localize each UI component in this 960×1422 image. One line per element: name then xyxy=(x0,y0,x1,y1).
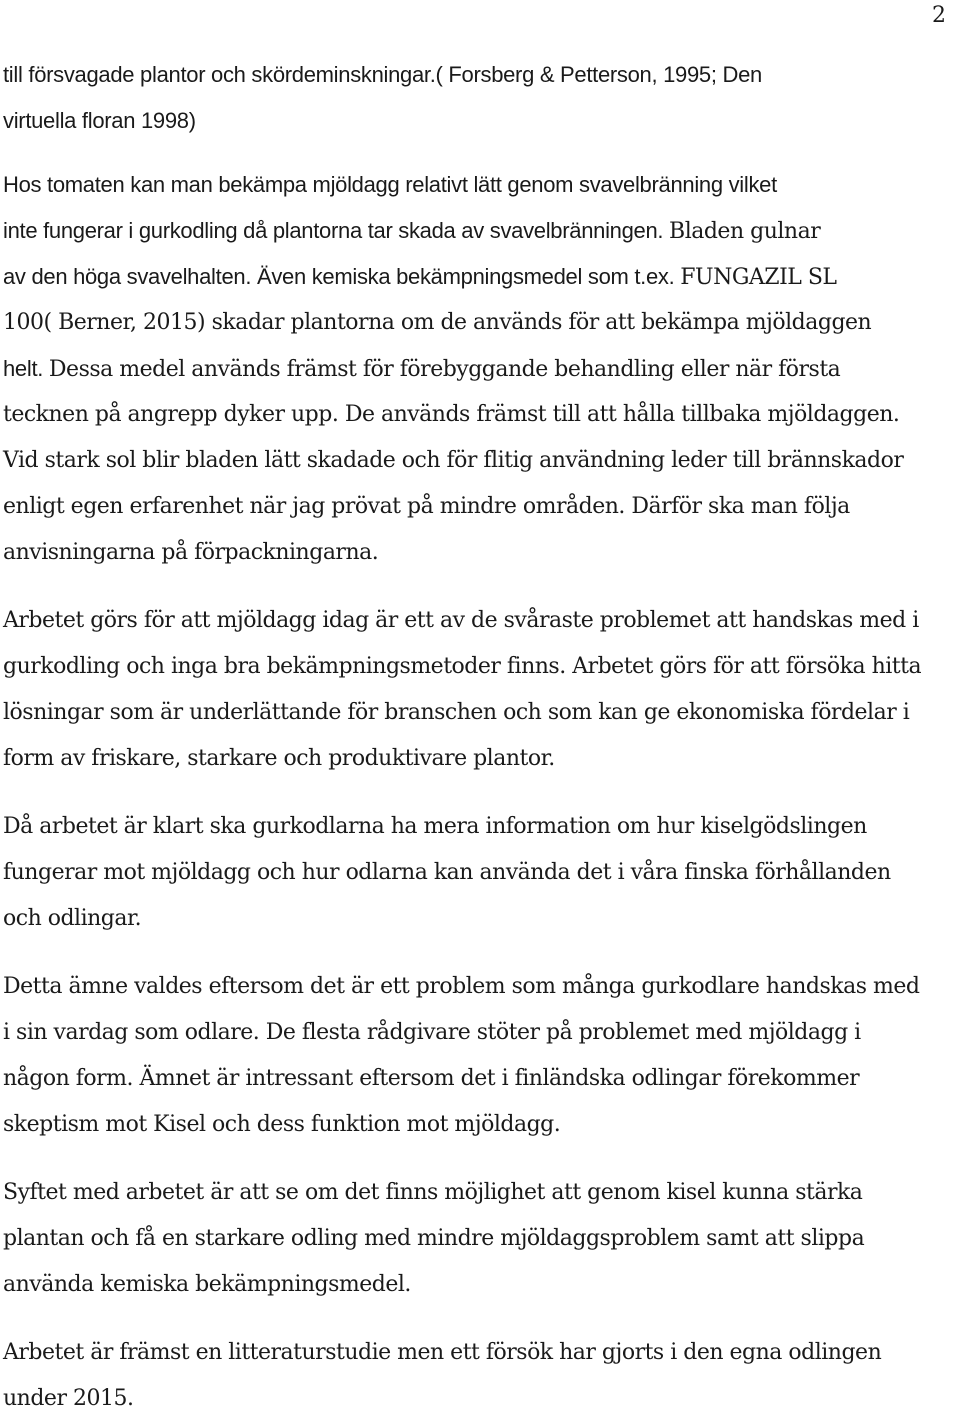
text-line xyxy=(3,346,955,392)
text-line xyxy=(3,530,955,576)
text-segment: form av friskare, starkare och produktivare plantor. xyxy=(3,746,555,771)
text-segment: skeptism mot Kisel och dess funktion mot mjöldagg. xyxy=(3,1112,561,1137)
text-line xyxy=(3,52,955,98)
text-segment: Då arbetet är klart ska gurkodlarna ha mera information om hur kiselgödslingen xyxy=(3,814,867,839)
text-segment: inte fungerar i gurkodling då plantorna tar skada av svavelbränningen. xyxy=(3,218,670,243)
text-line xyxy=(3,98,955,144)
text-segment: av den höga svavelhalten. Även kemiska bekämpningsmedel som t.ex. xyxy=(3,264,681,289)
text-line xyxy=(3,1216,955,1262)
text-segment: Hos tomaten kan man bekämpa mjöldagg relativt lätt genom svavelbränning vilket xyxy=(3,172,777,197)
text-line xyxy=(3,964,955,1010)
text-line xyxy=(3,1056,955,1102)
text-segment: Vid stark sol blir bladen lätt skadade och för flitig användning leder till brännskador xyxy=(3,448,904,473)
text-line xyxy=(3,1376,955,1422)
text-line xyxy=(3,1262,955,1308)
paragraph xyxy=(3,1330,955,1422)
text-segment: gurkodling och inga bra bekämpningsmetoder finns. Arbetet görs för att försöka hitta xyxy=(3,654,922,679)
text-line xyxy=(3,850,955,896)
text-segment: lösningar som är underlättande för branschen och som kan ge ekonomiska fördelar i xyxy=(3,700,910,725)
text-segment: till försvagade plantor och skördeminskningar.( Forsberg & Petterson, 1995; Den xyxy=(3,62,762,87)
paragraph xyxy=(3,964,955,1148)
text-segment: anvisningarna på förpackningarna. xyxy=(3,540,379,565)
text-segment: Syftet med arbetet är att se om det finns möjlighet att genom kisel kunna stärka xyxy=(3,1180,863,1205)
text-line xyxy=(3,208,955,254)
text-line xyxy=(3,162,955,208)
text-line xyxy=(3,484,955,530)
text-segment: FUNGAZIL SL xyxy=(680,265,837,290)
text-segment: helt. xyxy=(3,356,49,381)
paragraph xyxy=(3,1170,955,1308)
text-line xyxy=(3,690,955,736)
text-segment: i sin vardag som odlare. De flesta rådgivare stöter på problemet med mjöldagg i xyxy=(3,1020,861,1045)
text-segment: använda kemiska bekämpningsmedel. xyxy=(3,1272,411,1297)
text-segment: Detta ämne valdes eftersom det är ett problem som många gurkodlare handskas med xyxy=(3,974,920,999)
text-segment: under 2015. xyxy=(3,1386,134,1411)
text-line xyxy=(3,1102,955,1148)
text-segment: 100( Berner, 2015) skadar plantorna om de används för att bekämpa mjöldaggen xyxy=(3,310,872,335)
document-body xyxy=(3,52,955,1422)
text-segment: Bladen gulnar xyxy=(669,219,821,244)
page-number: 2 xyxy=(932,3,946,28)
text-segment: Dessa medel används främst för förebyggande behandling eller när första xyxy=(48,357,841,382)
text-segment: plantan och få en starkare odling med mindre mjöldaggsproblem samt att slippa xyxy=(3,1226,865,1251)
text-line xyxy=(3,438,955,484)
text-line xyxy=(3,392,955,438)
paragraph xyxy=(3,598,955,782)
text-segment: och odlingar. xyxy=(3,906,142,931)
text-segment: enligt egen erfarenhet när jag prövat på mindre områden. Därför ska man följa xyxy=(3,494,850,519)
text-segment: Arbetet är främst en litteraturstudie men ett försök har gjorts i den egna odlingen xyxy=(3,1340,882,1365)
text-segment: tecknen på angrepp dyker upp. De används främst till att hålla tillbaka mjöldaggen. xyxy=(3,402,900,427)
text-line xyxy=(3,896,955,942)
text-line xyxy=(3,644,955,690)
text-line xyxy=(3,804,955,850)
text-segment: Arbetet görs för att mjöldagg idag är ett av de svåraste problemet att handskas med i xyxy=(3,608,919,633)
text-line xyxy=(3,254,955,300)
text-line xyxy=(3,598,955,644)
text-segment: fungerar mot mjöldagg och hur odlarna kan använda det i våra finska förhållanden xyxy=(3,860,891,885)
text-line xyxy=(3,736,955,782)
paragraph xyxy=(3,804,955,942)
text-segment: virtuella floran 1998) xyxy=(3,108,196,133)
text-line xyxy=(3,1170,955,1216)
paragraph xyxy=(3,162,955,576)
text-line xyxy=(3,300,955,346)
text-line xyxy=(3,1330,955,1376)
text-line xyxy=(3,1010,955,1056)
paragraph xyxy=(3,52,955,144)
text-segment: någon form. Ämnet är intressant eftersom det i finländska odlingar förekommer xyxy=(3,1066,860,1091)
